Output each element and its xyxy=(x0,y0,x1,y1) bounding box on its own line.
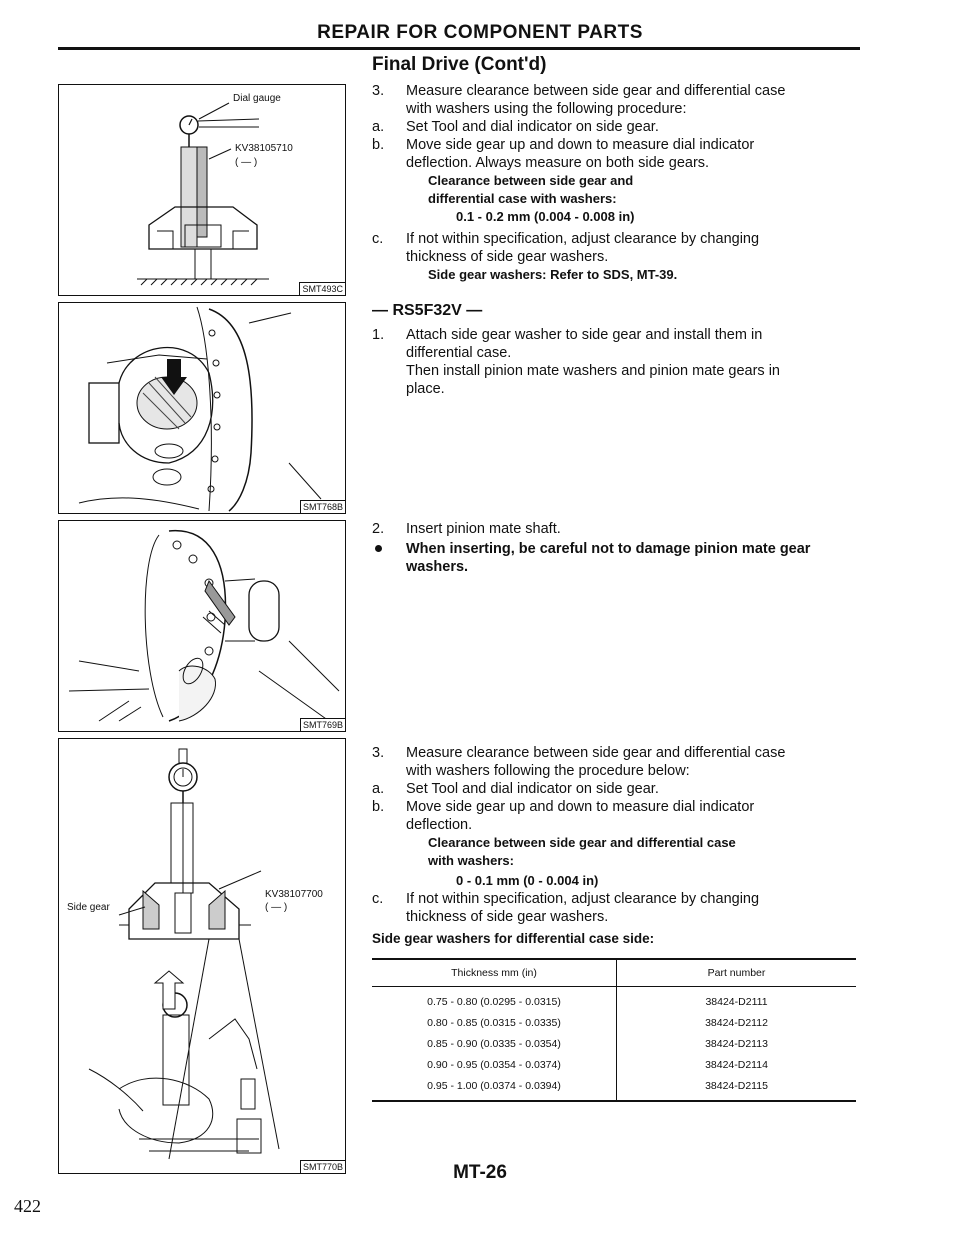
substep-marker: a. xyxy=(372,781,385,797)
figure-code: SMT768B xyxy=(300,500,345,513)
cell-thickness: 0.80 - 0.85 (0.0315 - 0.0335) xyxy=(372,1012,617,1033)
table-row xyxy=(372,1054,856,1075)
step-number: 3. xyxy=(372,83,385,99)
figure-code: SMT769B xyxy=(300,718,345,731)
differential-dial-gauge-illustration xyxy=(59,85,345,295)
side-gear-dial-setup-illustration xyxy=(59,739,345,1173)
substep-text: If not within specification, adjust clearance by changing xyxy=(406,231,760,247)
column-header-part-number: Part number xyxy=(617,959,857,987)
spec-label: Clearance between side gear and xyxy=(428,173,634,188)
step-text: Measure clearance between side gear and differential case xyxy=(406,83,786,99)
figure-insert-pinion-shaft xyxy=(58,520,346,732)
step-text: place. xyxy=(406,381,445,397)
step-text: differential case. xyxy=(406,345,512,361)
cell-thickness: 0.75 - 0.80 (0.0295 - 0.0315) xyxy=(372,987,617,1013)
spec-label: with washers: xyxy=(428,853,514,868)
substep-marker: c. xyxy=(372,891,384,907)
substep-text: thickness of side gear washers. xyxy=(406,249,609,265)
substep-text: Move side gear up and down to measure dial indicator xyxy=(406,137,755,153)
spec-value: 0 - 0.1 mm (0 - 0.004 in) xyxy=(456,873,599,888)
figure-differential-case-washers xyxy=(58,302,346,514)
figure-dial-gauge xyxy=(58,84,346,296)
caution-text: washers. xyxy=(406,559,469,575)
caution-bullet xyxy=(375,545,382,552)
label-tool-number: KV38107700 xyxy=(265,889,323,900)
column-header-thickness: Thickness mm (in) xyxy=(372,959,617,987)
step-text: Insert pinion mate shaft. xyxy=(406,521,561,537)
spec-value: 0.1 - 0.2 mm (0.004 - 0.008 in) xyxy=(456,209,635,224)
figure-side-gear-clearance xyxy=(58,738,346,1174)
table-row xyxy=(372,1012,856,1033)
procedure-block-washers xyxy=(372,82,862,292)
substep-marker: c. xyxy=(372,231,384,247)
model-heading: — RS5F32V — xyxy=(372,302,483,319)
figure-code: SMT493C xyxy=(299,282,345,295)
procedure-block-pinion-shaft xyxy=(372,520,862,580)
washer-thickness-table xyxy=(372,958,856,1102)
header-rule xyxy=(58,47,860,50)
substep-text: If not within specification, adjust clearance by changing xyxy=(406,891,760,907)
cell-part-number: 38424-D2111 xyxy=(705,995,768,1008)
cell-part-number: 38424-D2112 xyxy=(705,1016,768,1029)
substep-text: deflection. xyxy=(406,817,473,833)
cell-part-number: 38424-D2115 xyxy=(617,1075,857,1101)
substep-text: deflection. Always measure on both side gears. xyxy=(406,155,710,171)
table-row xyxy=(372,1075,856,1101)
step-number: 2. xyxy=(372,521,385,537)
step-text: with washers following the procedure below: xyxy=(406,763,690,779)
substep-text: thickness of side gear washers. xyxy=(406,909,609,925)
substep-marker: b. xyxy=(372,137,385,153)
table-header-row xyxy=(372,959,856,987)
folio-number: 422 xyxy=(14,1196,41,1216)
label-dial-gauge: Dial gauge xyxy=(233,93,281,104)
pinion-shaft-insertion-illustration xyxy=(59,521,345,731)
page-header: REPAIR FOR COMPONENT PARTS xyxy=(317,22,643,43)
section-title: Final Drive (Cont'd) xyxy=(372,54,547,75)
procedure-block-assembly xyxy=(372,326,862,406)
step-number: 3. xyxy=(372,745,385,761)
substep-marker: b. xyxy=(372,799,385,815)
label-side-gear: Side gear xyxy=(67,902,110,913)
procedure-block-clearance xyxy=(372,744,862,954)
washer-reference: Side gear washers: Refer to SDS, MT-39. xyxy=(428,267,678,282)
step-number: 1. xyxy=(372,327,385,343)
cell-part-number: 38424-D2113 xyxy=(705,1037,768,1050)
step-text: Attach side gear washer to side gear and install them in xyxy=(406,327,763,343)
differential-case-illustration xyxy=(59,303,345,513)
substep-text: Set Tool and dial indicator on side gear. xyxy=(406,781,659,797)
label-tool-alt: ( — ) xyxy=(235,157,258,168)
cell-thickness: 0.85 - 0.90 (0.0335 - 0.0354) xyxy=(372,1033,617,1054)
table-row xyxy=(372,987,856,1013)
label-tool-number: KV38105710 xyxy=(235,143,293,154)
figure-code: SMT770B xyxy=(300,1160,345,1173)
caution-text: When inserting, be careful not to damage pinion mate gear xyxy=(406,541,811,557)
table-title: Side gear washers for differential case side: xyxy=(372,931,655,946)
cell-thickness: 0.95 - 1.00 (0.0374 - 0.0394) xyxy=(372,1075,617,1101)
cell-thickness: 0.90 - 0.95 (0.0354 - 0.0374) xyxy=(372,1054,617,1075)
cell-part-number: 38424-D2114 xyxy=(705,1058,768,1071)
substep-marker: a. xyxy=(372,119,385,135)
step-text: Then install pinion mate washers and pinion mate gears in xyxy=(406,363,780,379)
step-text: Measure clearance between side gear and differential case xyxy=(406,745,786,761)
substep-text: Move side gear up and down to measure dial indicator xyxy=(406,799,755,815)
spec-label: differential case with washers: xyxy=(428,191,617,206)
table-row xyxy=(372,1033,856,1054)
substep-text: Set Tool and dial indicator on side gear. xyxy=(406,119,659,135)
label-tool-alt: ( — ) xyxy=(265,902,288,913)
page-code: MT-26 xyxy=(453,1162,507,1183)
spec-label: Clearance between side gear and differential case xyxy=(428,835,736,850)
step-text: with washers using the following procedure: xyxy=(406,101,687,117)
